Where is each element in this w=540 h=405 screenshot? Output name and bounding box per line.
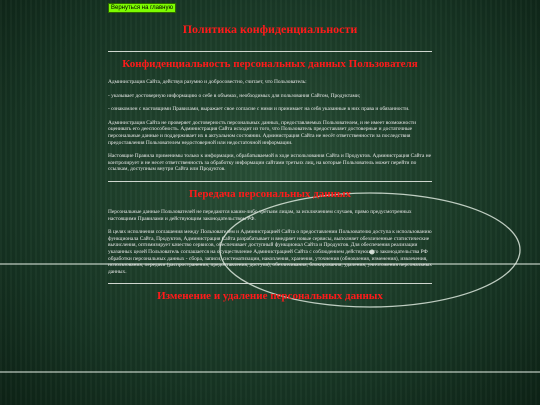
section-heading-change-delete: Изменение и удаление персональных данных (157, 290, 383, 303)
policy-content (108, 14, 432, 303)
page-title: Политика конфиденциальности (182, 22, 358, 36)
paragraph: - ознакомлен с настоящими Правилами, выражает свое согласие с ними и принимает на себя указанные в них права и обязанности. (108, 106, 410, 113)
section-heading-transfer: Передача персональных данных (188, 187, 352, 200)
section-heading-confidentiality: Конфиденциальность персональных данных Пользователя (122, 58, 418, 70)
paragraph: Администрация Сайта, действуя разумно и добросовестно, считает, что Пользователь: (108, 79, 307, 85)
divider (108, 181, 432, 182)
paragraph: Настоящие Правила применимы только к информации, обрабатываемой в ходе использования Сайта и Продуктов. Администрация Сайта не контролирует и не несет ответственность за обработку информации сайтами третьих лиц, на которые Пользователь может перейти по ссылкам, доступным внутри Сайта или Продуктов. (108, 153, 431, 173)
divider (108, 51, 432, 52)
divider (108, 283, 432, 284)
paragraph: Администрация Сайта не проверяет достоверность персональных данных, предоставляемых Пользователем, и не имеет возможности оценивать его дееспособность. Администрация Сайта исходит из того, что Пользователь предоставляет достоверные и достаточные персональные данные и поддерживает их в актуальном состоянии. Администрация Сайта не несёт ответственности за последствия предоставления Пользователем недостоверной или недостаточной информации. (108, 119, 416, 146)
paragraph: Персональные данные Пользователей не передаются каким-либо третьим лицам, за исключением случаев, прямо предусмотренных настоящими Правилами и действующим законодательством РФ. (108, 208, 412, 222)
paragraph: - указывает достоверную информацию о себе в объемах, необходимых для пользования Сайтом, Продуктами; (108, 92, 361, 99)
back-to-home-button[interactable]: Вернуться на главную (108, 3, 176, 13)
paragraph: В целях исполнения соглашения между Пользователем и Администрацией Сайта о предоставлении Пользователю доступа к использованию функционала Сайта, Продуктов, Администрация Сайта разрабатывает и внедряет новые сервисы, выполняет обезличенные статистические вычисления, оптимизирует качество сервисов, обеспечивает доступный функционал Сайта и Продуктов. Для обеспечения реализации указанных целей Пользователь соглашается на осуществление Администрацией Сайта с соблюдением действующего законодательства РФ обработки персональных данных - сбора, записи, систематизации, накопления, хранения, уточнения (обновления, изменения), извлечения, использования, передачи (распространения, предоставления, доступа), обезличивания, блокирования, удаления, уничтожения персональных данных. (108, 229, 433, 275)
